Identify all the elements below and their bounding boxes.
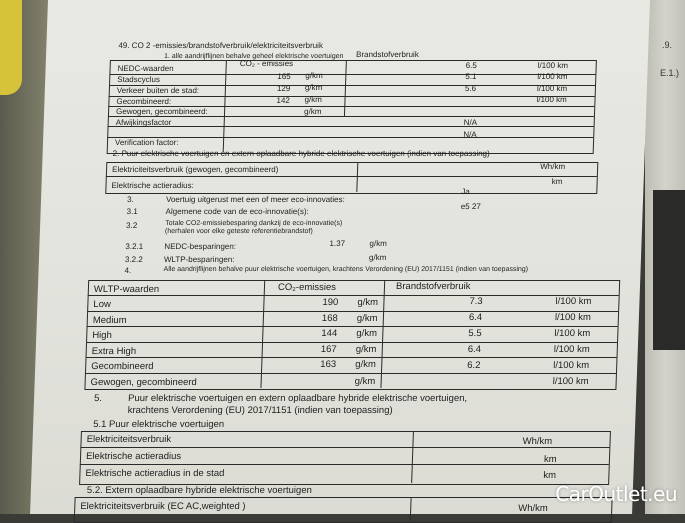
watermark-logo: CarOutlet.eu	[555, 482, 677, 506]
section-1-title: 1. alle aandrijflijnen behalve geheel elektrische voertuigen	[163, 53, 344, 60]
item-3-2-note: (herhalen voor elke geteste referentiebrandstof)	[164, 228, 313, 235]
item-3-2-number: 3.2	[125, 221, 138, 230]
wltp-header-label: WLTP-waarden	[93, 284, 160, 295]
item-4-label: Alle aandrijflijnen behalve puur elektrische voertuigen, krachtens Verordening (EU) 2017/1151 (indien van toepassing)	[163, 266, 529, 273]
item-3-number: 3.	[126, 195, 134, 204]
item-3-2-1-label: NEDC-besparingen:	[164, 242, 237, 251]
section-5-title: Puur elektrische voertuigen en extern oplaadbare hybride elektrische voertuigen,	[127, 393, 468, 404]
document-page: 49. CO 2 -emissies/brandstofverbruik/elektriciteitsverbruik 1. alle aandrijflijnen behalve geheel elektrische voertuigen CO₂ - emissies Brandstofverbruik NEDC-waarden 6.5 l/100 km Stadscyclus 165 g/km 5.1 l/100 km Verkeer buiten de stad: 129 g/km 5.6 l/100 km Gecombineerd: 142 g/km l/100 km Gewogen, gecombineerd: g/km Afwijkingsfactor N/A Verification factor: N/A 2. Puur elektrische voertuigen en extern oplaadbare hybride elektrische voertuigen (indien van toepassing) Elektriciteitsverbruik (gewogen, gecombineerd) Wh/km Elektrische actieradius: km 3. Voertuig uitgerust met een of meer eco-innovaties: Ja 3.1 Algemene code van de eco-innovatie(s): e5 27 3.2 Totale CO2-emissiebesparing dankzij de eco-innovatie(s) (herhalen voor elke geteste referentiebrandstof) 3.2.1 NEDC-besparingen: 1.37 g/km 3.2.2 WLTP-besparingen: g/km 4. Alle aandrijflijnen behalve puur elektrische voertuigen, krachtens Verordening (EU) 2017/1151 (indien van toepassing) WLTP-waarden CO₂-emissies Brandstofverbruik Low 190 g/km 7.3 l/100 km Medium 168 g/km 6.4 l/100 km High 144 g/km 5.5 l/100 km Extra High 167 g/km 6.4 l/100 km Gecombineerd 163 g/km 6.2 l/100 km Gewogen, gecombineerd g/km l/100 km 5. Puur elektrische voertuigen en extern oplaadbare hybride elektrische voertuigen, krachtens Verordening (EU) 2017/1151 (indien van toepassing) 5.1 Puur elektrische voertuigen Elektriciteitsverbruik Wh/km Elektrische actieradius km Elektrische actieradius in de stad km 5.2. Extern oplaadbare hybride elektrische voertuigen Elektriciteitsverbruik (EC AC,weighted ) Wh/km	[30, 0, 650, 514]
section-5-subtitle: krachtens Verordening (EU) 2017/1151 (indien van toepassing)	[127, 405, 393, 416]
wltp-header-co2: CO₂-emissies	[277, 282, 337, 293]
item-3-2-1-unit: g/km	[369, 239, 387, 248]
item-3-label: Voertuig uitgerust met een of meer eco-innovaties:	[165, 195, 345, 204]
item-3-2-2-number: 3.2.2	[124, 255, 143, 264]
item-3-2-label: Totale CO2-emissiebesparing dankzij de eco-innovatie(s)	[165, 220, 343, 227]
item-3-1-number: 3.1	[126, 207, 138, 216]
item-3-1-value: e5 27	[460, 202, 481, 211]
background-right-shadow	[653, 190, 685, 350]
section-5-2-title: 5.2. Extern oplaadbare hybride elektrische voertuigen	[86, 485, 313, 496]
section-49-title: 49. CO 2 -emissies/brandstofverbruik/elektriciteitsverbruik	[118, 41, 324, 50]
item-3-2-2-label: WLTP-besparingen:	[163, 255, 235, 264]
section-5-number: 5.	[93, 393, 103, 404]
wltp-header-fuel: Brandstofverbruik	[395, 281, 471, 292]
item-3-2-2-unit: g/km	[368, 253, 387, 262]
background-yellow-object	[0, 0, 22, 95]
item-3-2-1-value: 1.37	[329, 239, 346, 248]
margin-text-2: E.1.)	[660, 68, 680, 78]
section-5-1-title: 5.1 Puur elektrische voertuigen	[92, 419, 225, 430]
margin-text-1: .9.	[662, 40, 673, 50]
section-2-title: 2. Puur elektrische voertuigen en extern oplaadbare hybride elektrische voertuigen (indien van toepassing)	[112, 149, 490, 158]
item-3-value: Ja	[461, 187, 470, 196]
table-1-header-co2: CO₂ - emissies	[239, 59, 294, 68]
item-4-number: 4.	[124, 266, 132, 275]
table-1-header-fuel: Brandstofverbruik	[355, 50, 419, 59]
item-3-2-1-number: 3.2.1	[125, 242, 144, 251]
item-3-1-label: Algemene code van de eco-innovatie(s):	[165, 207, 309, 216]
